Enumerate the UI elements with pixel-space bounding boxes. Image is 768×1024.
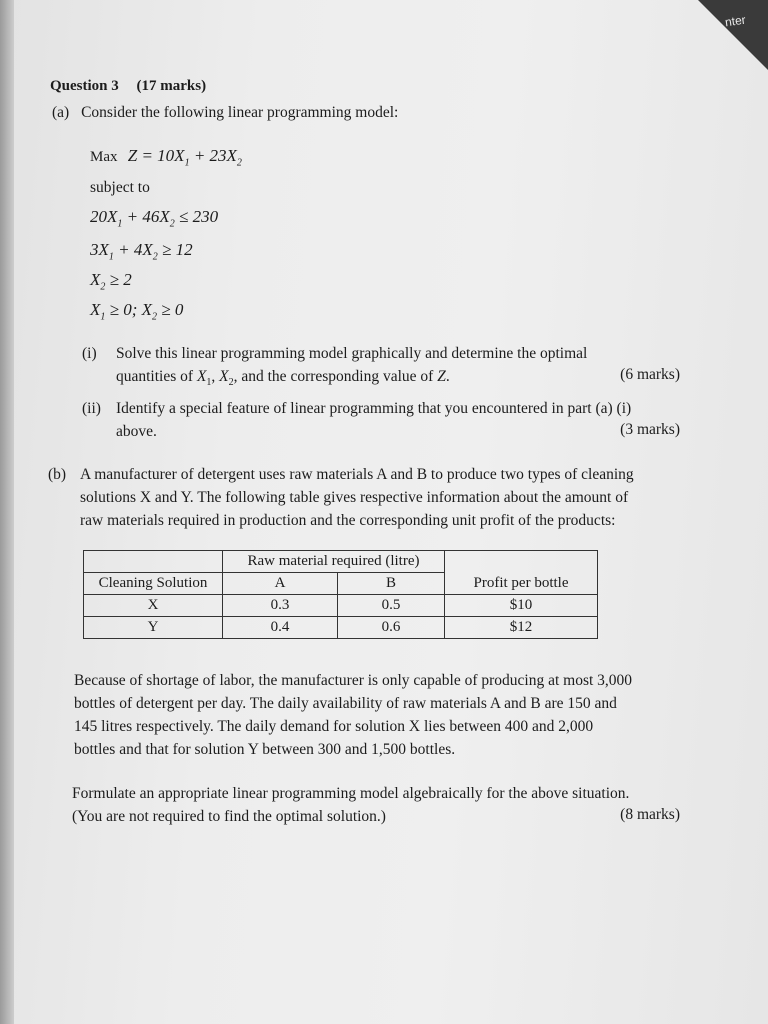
objective-function — [90, 146, 242, 168]
table-cell: 0.3 — [223, 595, 338, 617]
constraint-1: $20X_1 + 46X_2 \le 230$ — [90, 207, 219, 230]
page-edge-shadow — [0, 0, 14, 1024]
sub-i-marks: (6 marks) — [620, 366, 680, 383]
para1-line-2: bottles of detergent per day. The daily availability of raw materials A and B are 150 and — [74, 695, 617, 712]
table-row — [84, 595, 598, 617]
objective-expr: $Z = 10X_1 + 23X_2$ — [127, 146, 242, 169]
para1-line-3: 145 litres respectively. The daily demand for solution X lies between 400 and 2,000 — [74, 718, 594, 735]
para2-line-1: Formulate an appropriate linear programming model algebraically for the above situation. — [72, 785, 630, 802]
part-b-intro-line-1: A manufacturer of detergent uses raw materials A and B to produce two types of cleaning — [80, 466, 634, 483]
table-header-a: A — [223, 573, 338, 595]
corner-tab-text: nter — [724, 12, 747, 30]
part-a-intro-text: Consider the following linear programming model: — [81, 104, 399, 121]
sub-i-line1: Solve this linear programming model graphically and determine the optimal — [116, 345, 588, 362]
part-a-label: (a) — [52, 104, 70, 121]
constraint-2: $3X_1 + 4X_2 \ge 12$ — [90, 240, 193, 263]
question-marks: (17 marks) — [136, 78, 207, 94]
para1-line-4: bottles and that for solution Y between 300 and 1,500 bottles. — [74, 741, 456, 758]
table-cell: Y — [84, 617, 223, 639]
table-cell: 0.5 — [338, 595, 445, 617]
para2-line-2: (You are not required to find the optimal solution.) — [72, 808, 386, 825]
constraint-4: $X_1 \ge 0$; $X_2 \ge 0$ — [90, 300, 184, 323]
table-row — [84, 617, 598, 639]
part-b-intro-line-2: solutions X and Y. The following table gives respective information about the amount of — [80, 489, 629, 506]
part-b-intro-line-3: raw materials required in production and the corresponding unit profit of the products: — [80, 512, 616, 529]
table-header-empty — [84, 551, 223, 573]
sub-ii-label: (ii) — [82, 400, 101, 417]
sub-i-label: (i) — [82, 345, 97, 362]
part-a-intro — [52, 104, 398, 122]
objective-prefix: Max — [90, 149, 118, 165]
subject-to: subject to — [90, 179, 150, 196]
question-header — [50, 78, 206, 95]
question-title: Question 3 — [50, 78, 119, 94]
table-cell: 0.4 — [223, 617, 338, 639]
sub-ii-line2: above. — [116, 423, 157, 440]
part-b-label: (b) — [48, 466, 67, 483]
table-header-b: B — [338, 573, 445, 595]
table-cell: $10 — [445, 595, 598, 617]
table-header-solution: Cleaning Solution — [84, 573, 223, 595]
table-cell: $12 — [445, 617, 598, 639]
table-cell: 0.6 — [338, 617, 445, 639]
sub-ii-marks: (3 marks) — [620, 421, 680, 438]
constraint-3: $X_2 \ge 2$ — [90, 270, 132, 293]
table-header-empty-right — [445, 551, 598, 573]
raw-material-table — [83, 550, 598, 639]
table-header-row — [84, 573, 598, 595]
sub-ii-line1: Identify a special feature of linear programming that you encountered in part (a) (i) — [116, 400, 632, 417]
part-b-marks: (8 marks) — [620, 806, 680, 823]
para1-line-1: Because of shortage of labor, the manufacturer is only capable of producing at most 3,000 — [74, 672, 633, 689]
sub-i-line2: quantities of $X_1$, $X_2$, and the corresponding value of Z. — [116, 368, 450, 389]
table-header-profit: Profit per bottle — [445, 573, 598, 595]
corner-tab — [698, 0, 768, 70]
table-cell: X — [84, 595, 223, 617]
table-group-header: Raw material required (litre) — [223, 551, 445, 573]
table-group-header-row — [84, 551, 598, 573]
